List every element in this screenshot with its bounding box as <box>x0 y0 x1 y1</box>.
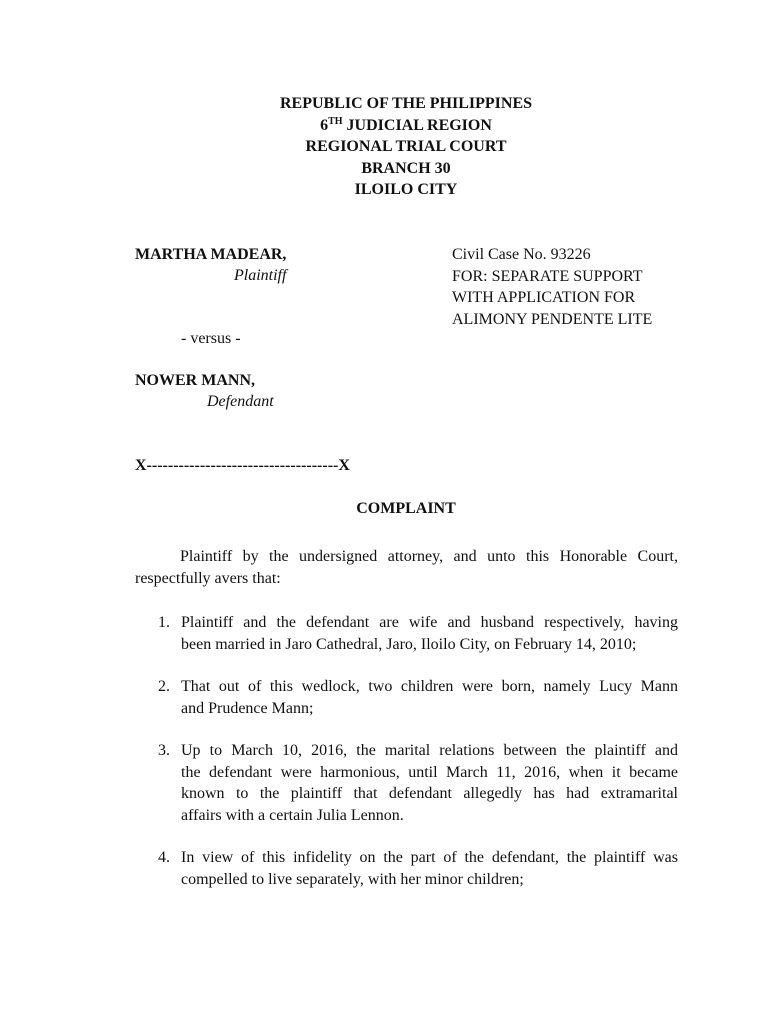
intro-line: respectfully avers that: <box>135 569 281 587</box>
plaintiff-name: MARTHA MADEAR, <box>135 246 287 263</box>
item-line: In view of this infidelity on the part of the defendant, the plaintiff was <box>181 849 678 866</box>
item-line: the defendant were harmonious, until March 11, 2016, when it became <box>181 763 678 781</box>
item-number: 4. <box>158 849 170 866</box>
header-branch: BRANCH 30 <box>361 159 451 177</box>
item-line: and Prudence Mann; <box>181 699 314 717</box>
document-title: COMPLAINT <box>356 500 456 517</box>
header-region-label: JUDICIAL REGION <box>342 116 492 134</box>
intro-line: Plaintiff by the undersigned attorney, and unto this Honorable Court, <box>180 548 678 565</box>
case-caption <box>452 244 652 330</box>
case-for-line-2: WITH APPLICATION FOR <box>452 289 636 306</box>
court-header <box>0 93 768 201</box>
case-for-line-3: ALIMONY PENDENTE LITE <box>452 310 653 328</box>
header-court: REGIONAL TRIAL COURT <box>305 138 507 155</box>
item-line: Up to March 10, 2016, the marital relations between the plaintiff and <box>181 742 678 759</box>
caption-separator: X------------------------------------X <box>135 457 350 474</box>
defendant-name: NOWER MANN, <box>135 372 255 389</box>
plaintiff-role: Plaintiff <box>234 267 287 284</box>
item-line: Plaintiff and the defendant are wife and husband respectively, having <box>181 614 678 631</box>
header-republic: REPUBLIC OF THE PHILIPPINES <box>279 95 533 112</box>
versus-label: - versus - <box>181 330 241 347</box>
header-region-ordinal: TH <box>328 115 343 127</box>
item-number: 1. <box>158 614 170 631</box>
header-city: ILOILO CITY <box>354 181 458 198</box>
defendant-role: Defendant <box>207 393 274 410</box>
item-number: 3. <box>158 742 170 759</box>
item-number: 2. <box>158 678 170 695</box>
intro-paragraph <box>135 546 678 589</box>
case-number: Civil Case No. 93226 <box>452 246 591 263</box>
case-for-line-1: FOR: SEPARATE SUPPORT <box>452 267 643 285</box>
item-line: affairs with a certain Julia Lennon. <box>181 806 404 824</box>
header-region-number: 6 <box>320 116 329 134</box>
item-line: known to the plaintiff that defendant allegedly has had extramarital <box>181 785 678 802</box>
header-region <box>0 115 768 137</box>
item-line: compelled to live separately, with her minor children; <box>181 870 524 888</box>
item-line: That out of this wedlock, two children were born, namely Lucy Mann <box>181 678 678 695</box>
item-line: been married in Jaro Cathedral, Jaro, Iloilo City, on February 14, 2010; <box>181 635 637 653</box>
